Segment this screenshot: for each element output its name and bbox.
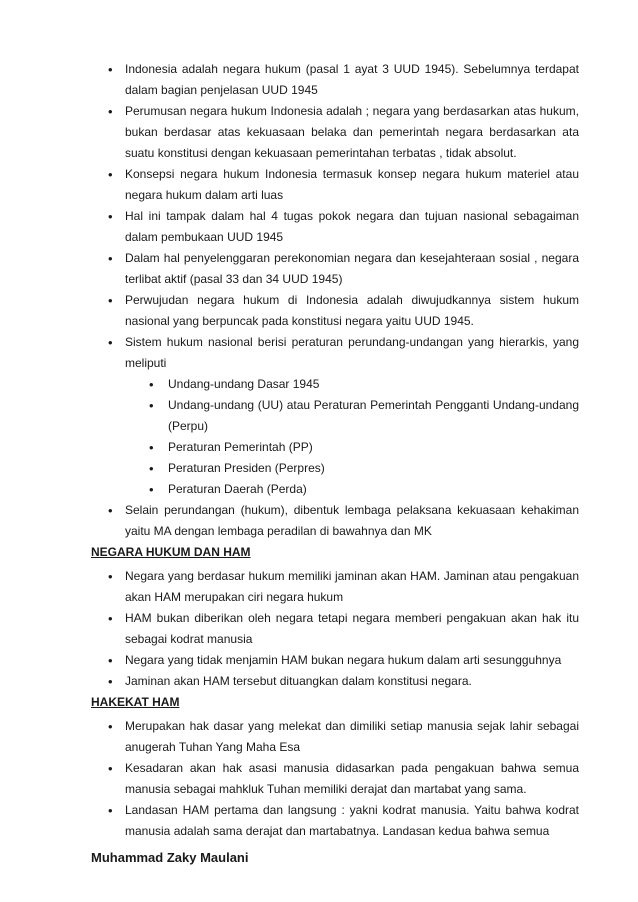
list-item: • Konsepsi negara hukum Indonesia termasuk konsep negara hukum materiel atau negara hukum dalam arti luas: [91, 164, 579, 206]
list-item: • Hal ini tampak dalam hal 4 tugas pokok negara dan tujuan nasional sebagaiman dalam pembukaan UUD 1945: [91, 206, 579, 248]
list-item: • Sistem hukum nasional berisi peraturan perundang-undangan yang hierarkis, yang meliputi: [91, 332, 579, 374]
sub-list-item: • Peraturan Pemerintah (PP): [91, 437, 579, 458]
list-item: • Indonesia adalah negara hukum (pasal 1 ayat 3 UUD 1945). Sebelumnya terdapat dalam bagian penjelasan UUD 1945: [91, 59, 579, 101]
sub-list-item: • Undang-undang (UU) atau Peraturan Pemerintah Pengganti Undang-undang (Perpu): [91, 395, 579, 437]
sub-bullet-list-perundangan: [91, 374, 579, 500]
document-body: [91, 59, 579, 842]
sub-list-item: • Undang-undang Dasar 1945: [91, 374, 579, 395]
list-item: • HAM bukan diberikan oleh negara tetapi negara memberi pengakuan akan hak itu sebagai kodrat manusia: [91, 608, 579, 650]
section-heading-negara-hukum-ham: NEGARA HUKUM DAN HAM: [91, 545, 251, 559]
sub-list-item: • Peraturan Presiden (Perpres): [91, 458, 579, 479]
list-item: • Perwujudan negara hukum di Indonesia adalah diwujudkannya sistem hukum nasional yang berpuncak pada konstitusi negara yaitu UUD 1945.: [91, 290, 579, 332]
bullet-list-negara-hukum: [91, 59, 579, 374]
sub-list-item: • Peraturan Daerah (Perda): [91, 479, 579, 500]
list-item: • Landasan HAM pertama dan langsung : yakni kodrat manusia. Yaitu bahwa kodrat manusia adalah sama derajat dan martabatnya. Landasan kedua bahwa semua: [91, 800, 579, 842]
list-item: • Negara yang tidak menjamin HAM bukan negara hukum dalam arti sesungguhnya: [91, 650, 579, 671]
list-item: • Jaminan akan HAM tersebut dituangkan dalam konstitusi negara.: [91, 671, 579, 692]
list-item: • Selain perundangan (hukum), dibentuk lembaga pelaksana kekuasaan kehakiman yaitu MA dengan lembaga peradilan di bawahnya dan MK: [91, 500, 579, 542]
list-item: • Dalam hal penyelenggaran perekonomian negara dan kesejahteraan sosial , negara terlibat aktif (pasal 33 dan 34 UUD 1945): [91, 248, 579, 290]
bullet-list-hakekat-ham: [91, 716, 579, 842]
list-item: • Merupakan hak dasar yang melekat dan dimiliki setiap manusia sejak lahir sebagai anugerah Tuhan Yang Maha Esa: [91, 716, 579, 758]
bullet-list-kehakiman: [91, 500, 579, 542]
list-item: • Negara yang berdasar hukum memiliki jaminan akan HAM. Jaminan atau pengakuan akan HAM merupakan ciri negara hukum: [91, 566, 579, 608]
section-heading-hakekat-ham: HAKEKAT HAM: [91, 695, 180, 709]
footer-author: Muhammad Zaky Maulani: [91, 850, 249, 865]
bullet-list-negara-hukum-ham: [91, 566, 579, 692]
list-item: • Kesadaran akan hak asasi manusia didasarkan pada pengakuan bahwa semua manusia sebagai mahkluk Tuhan memiliki derajat dan martabat yang sama.: [91, 758, 579, 800]
list-item: • Perumusan negara hukum Indonesia adalah ; negara yang berdasarkan atas hukum, bukan berdasar atas kekuasaan belaka dan pemerintah negara berdasarkan ata suatu konstitusi dengan kekuasaan pemerintahan terbatas , tidak absolut.: [91, 101, 579, 164]
